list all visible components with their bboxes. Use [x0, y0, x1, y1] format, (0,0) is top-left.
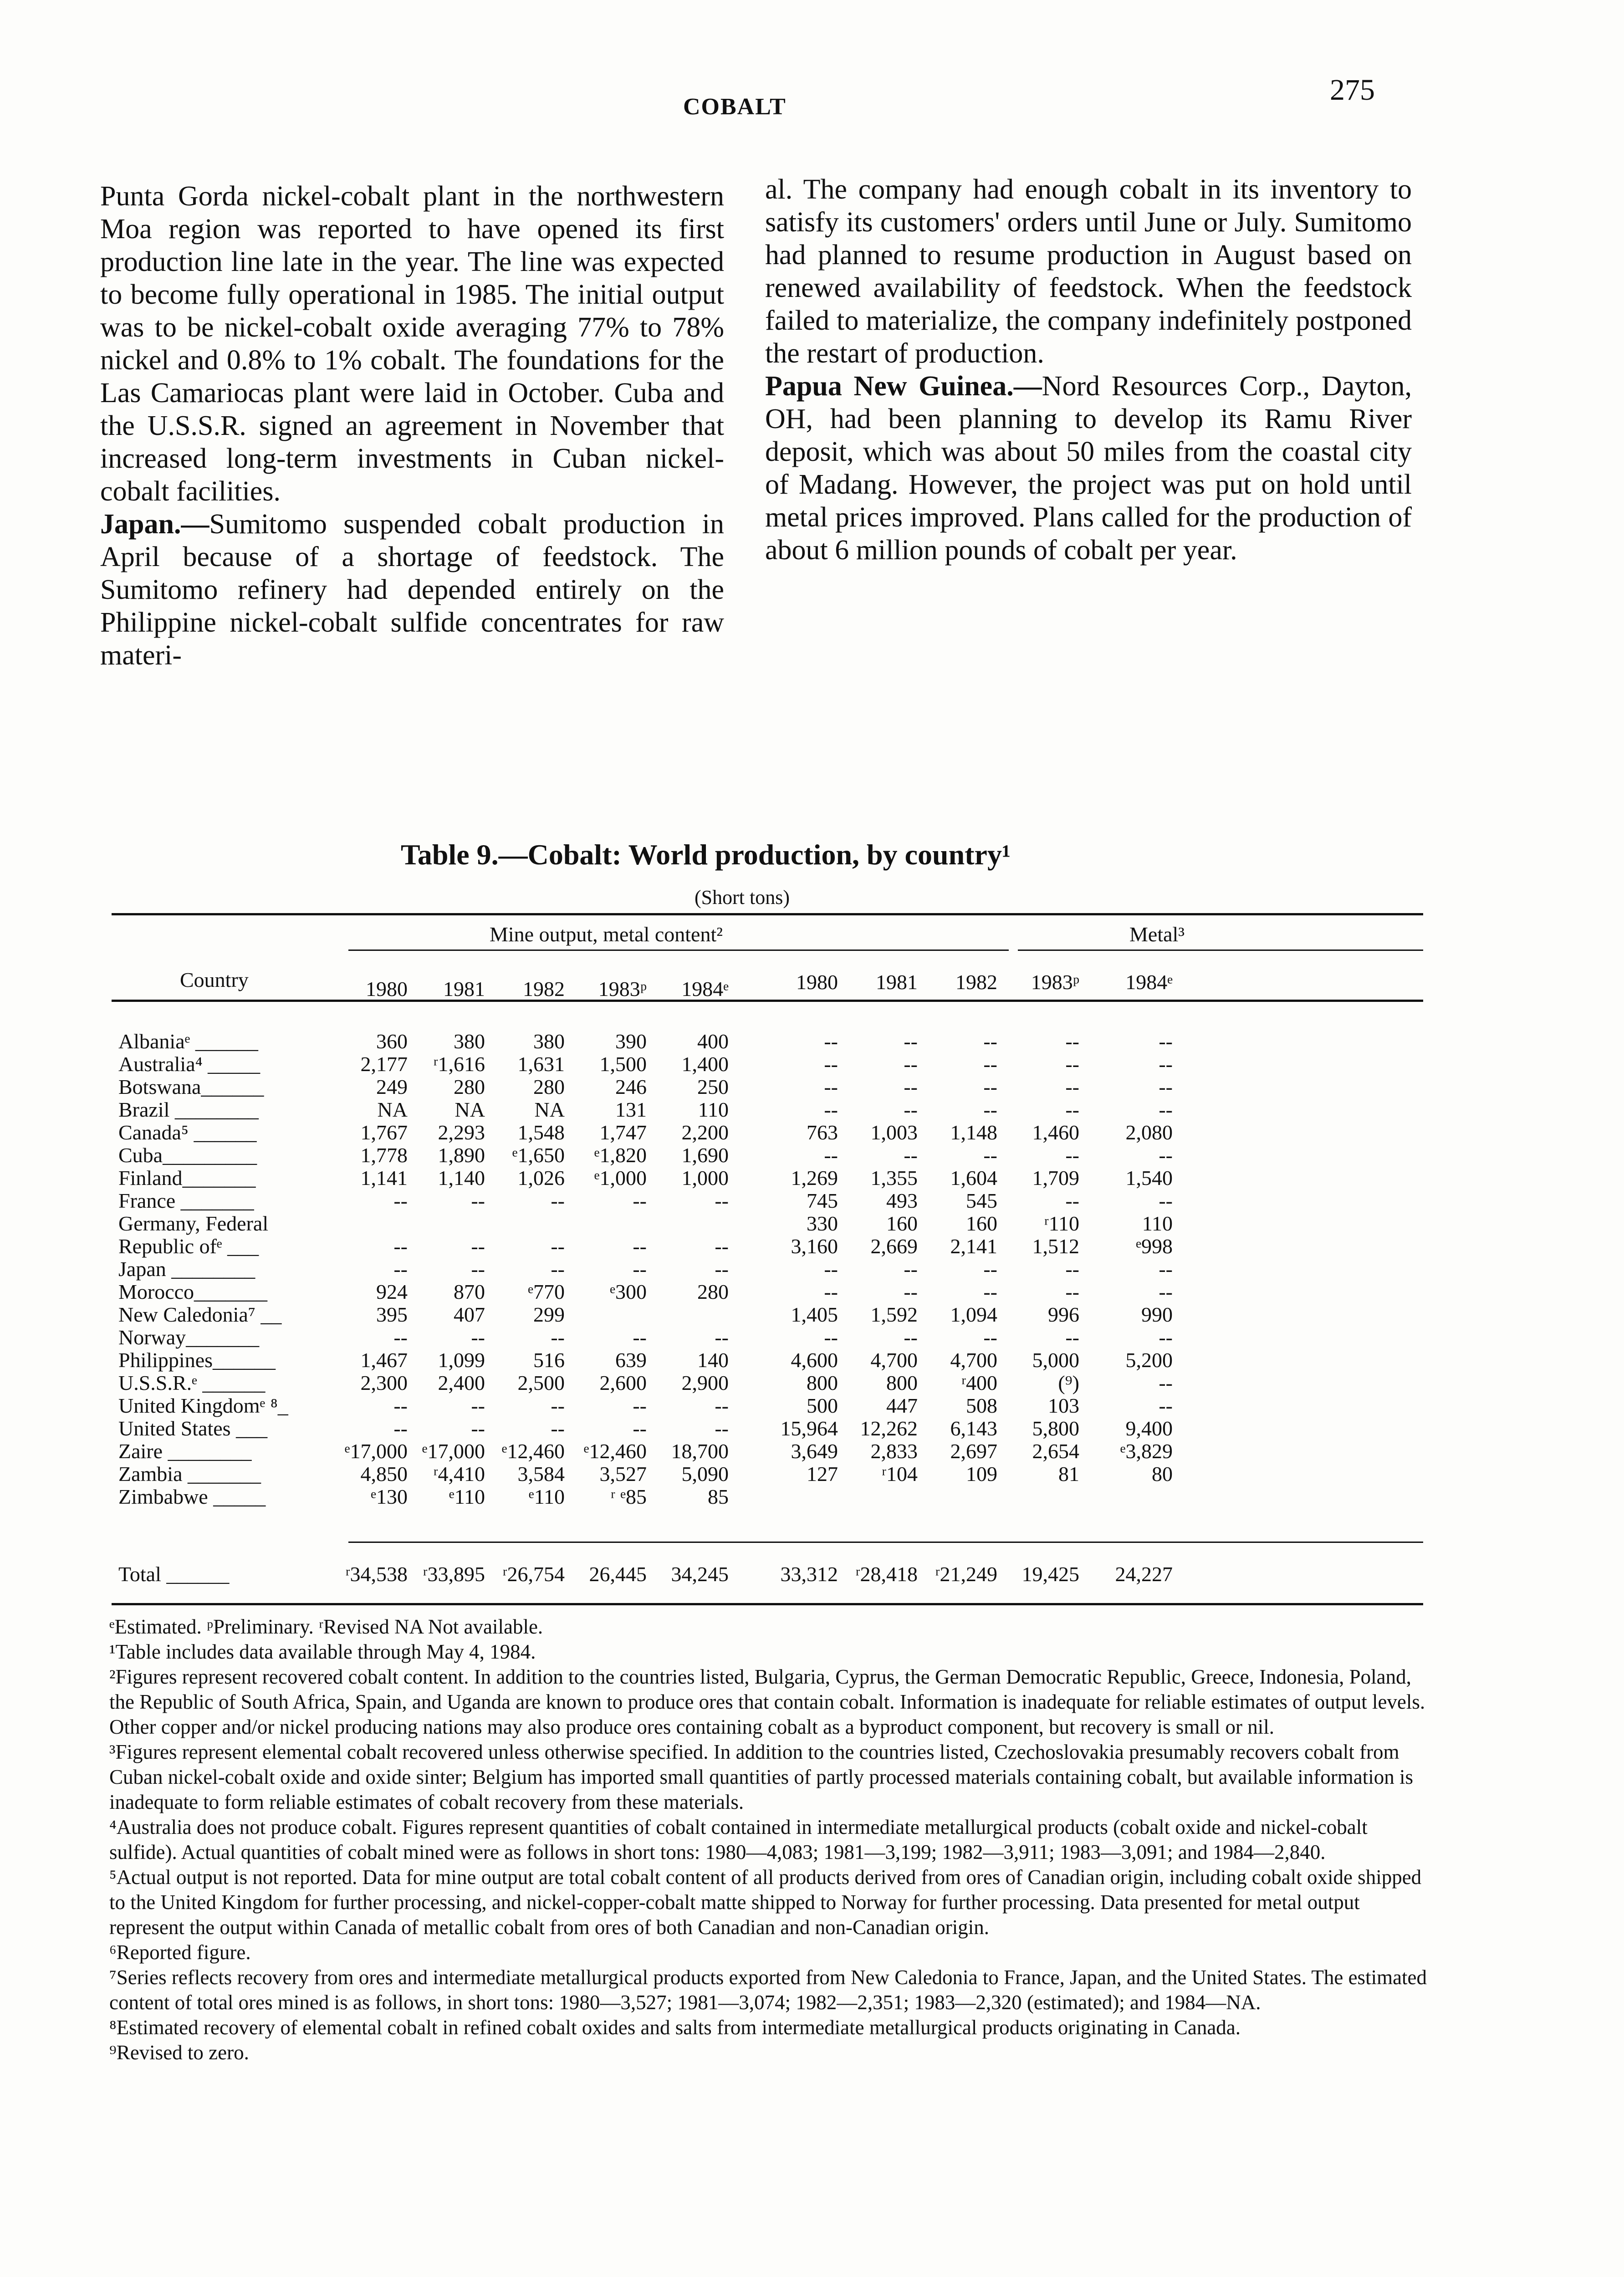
year-header: 1980 [796, 970, 838, 994]
footnote-4: ⁴Australia does not produce cobalt. Figures represent quantities of cobalt contained in intermediate metallurgical products (cobalt oxide and nickel-cobalt sulfide). Actual quantities of cobalt mined were as follows in short tons: 1980—4,083; 1981—3,199; 1982—3,911; 1983—3,091; and 1984—2,840. [109, 1816, 1368, 1863]
table-cell: -- [1159, 1371, 1173, 1394]
table-cell: 1,631 [517, 1052, 565, 1076]
table-cell: 3,649 [791, 1440, 838, 1463]
table-cell: ᵉ12,460 [583, 1440, 647, 1463]
table-cell: NA [377, 1098, 408, 1121]
running-header: COBALT [683, 94, 786, 120]
table-cell: 1,548 [517, 1121, 565, 1144]
table-cell: -- [1065, 1280, 1079, 1303]
table-cell: 110 [698, 1098, 729, 1121]
country-label: Zaire ________ [118, 1440, 252, 1463]
table-cell: 745 [807, 1189, 838, 1212]
table-cell: -- [551, 1235, 565, 1258]
table-cell: 516 [533, 1348, 565, 1372]
table-cell: 2,400 [438, 1371, 485, 1394]
table-cell: 996 [1048, 1303, 1079, 1326]
table-cell: -- [824, 1144, 838, 1167]
year-header: 1984ᵉ [681, 977, 729, 1001]
table-cell: -- [1159, 1098, 1173, 1121]
table-cell: 1,500 [599, 1052, 647, 1076]
japan-paragraph [100, 508, 724, 672]
table-cell: 2,177 [360, 1052, 408, 1076]
total-label: Total ______ [118, 1562, 230, 1586]
table-cell: 1,890 [438, 1144, 485, 1167]
table-cell: -- [393, 1189, 408, 1212]
country-label: Norway_______ [118, 1326, 260, 1349]
country-label: United States ___ [118, 1417, 268, 1440]
country-label: Morocco_______ [118, 1280, 268, 1303]
table-cell: ᵉ1,650 [512, 1144, 565, 1167]
table-cell: 1,467 [360, 1348, 408, 1372]
table-cell: 9,400 [1125, 1417, 1173, 1440]
table-cell: 249 [376, 1075, 408, 1098]
page-number: 275 [1330, 73, 1375, 107]
table-cell: -- [1159, 1257, 1173, 1281]
table-cell: 1,140 [438, 1166, 485, 1190]
production-table [112, 913, 1423, 1605]
table-cell: -- [1159, 1052, 1173, 1076]
table-cell: 3,527 [599, 1462, 647, 1486]
table-cell: 81 [1058, 1462, 1079, 1486]
table-cell: 2,833 [870, 1440, 918, 1463]
footnote-2: ²Figures represent recovered cobalt content. In addition to the countries listed, Bulgaria, Cyprus, the German Democratic Republic, Greece, Indonesia, Poland, the Republic of South Africa, Spain, and Uganda are known to produce ores that contain cobalt. Information is inadequate for reliable estimates of output levels. Other copper and/or nickel producing nations may also produce ores containing cobalt as a byproduct component, but recovery is small or nil. [109, 1665, 1425, 1738]
table-cell: -- [393, 1326, 408, 1349]
total-cell: 26,445 [589, 1562, 647, 1586]
table-cell: -- [471, 1417, 485, 1440]
table-cell: 1,460 [1032, 1121, 1079, 1144]
country-label: U.S.S.R.ᵉ ______ [118, 1371, 266, 1394]
table-cell: -- [633, 1326, 647, 1349]
right-text-column [765, 173, 1412, 567]
table-cell: ᵉ998 [1136, 1235, 1173, 1258]
table-cell: -- [904, 1144, 918, 1167]
total-cell: ʳ34,538 [345, 1562, 408, 1586]
table-cell: (⁹) [1058, 1371, 1079, 1394]
papua-heading: Papua New Guinea.— [765, 371, 1042, 402]
table-cell: 4,850 [360, 1462, 408, 1486]
total-cell: 34,245 [671, 1562, 729, 1586]
table-cell: -- [1065, 1257, 1079, 1281]
footnote-8: ⁸Estimated recovery of elemental cobalt in refined cobalt oxides and salts from intermediate metallurgical products originating in Canada. [109, 2016, 1241, 2039]
table-cell: 4,700 [950, 1348, 997, 1372]
country-label: Canada⁵ ______ [118, 1121, 257, 1144]
table-cell: 4,700 [870, 1348, 918, 1372]
country-label: New Caledonia⁷ __ [118, 1303, 282, 1326]
table-cell: -- [983, 1326, 997, 1349]
footnote-3: ³Figures represent elemental cobalt recovered unless otherwise specified. In addition to the countries listed, Czechoslovakia presumably recovers cobalt from Cuban nickel-cobalt oxide and oxide sinter; Belgium has imported small quantities of partly processed materials containing cobalt, but available information is inadequate to form reliable estimates of cobalt recovery from these materials. [109, 1741, 1414, 1813]
country-label: United Kingdomᵉ ⁸_ [118, 1394, 288, 1417]
table-cell: -- [1065, 1030, 1079, 1053]
table-cell: -- [824, 1280, 838, 1303]
table-cell: 1,099 [438, 1348, 485, 1372]
country-label: Botswana______ [118, 1075, 264, 1098]
footnote-7: ⁷Series reflects recovery from ores and intermediate metallurgical products exported from New Caledonia to France, Japan, and the United States. The estimated content of total ores mined is as follows, in short tons: 1980—3,527; 1981—3,074; 1982—2,351; 1983—2,320 (estimated); and 1984—NA. [109, 1966, 1427, 2014]
year-header: 1980 [366, 977, 408, 1001]
country-label: Albaniaᵉ ______ [118, 1030, 258, 1053]
mine-header-rule [348, 950, 1009, 951]
table-cell: -- [715, 1326, 729, 1349]
table-top-rule [112, 913, 1423, 915]
table-cell: ʳ ᵉ85 [610, 1485, 647, 1508]
country-label: Australia⁴ _____ [118, 1052, 260, 1076]
table-cell: -- [551, 1326, 565, 1349]
table-cell: 800 [886, 1371, 918, 1394]
table-cell: 400 [697, 1030, 729, 1053]
table-cell: 924 [376, 1280, 408, 1303]
table-cell: -- [1065, 1075, 1079, 1098]
table-cell: -- [393, 1235, 408, 1258]
table-cell: 280 [697, 1280, 729, 1303]
table-cell: -- [393, 1257, 408, 1281]
table-cell: 4,600 [791, 1348, 838, 1372]
table-cell: -- [1065, 1326, 1079, 1349]
table-cell: 639 [615, 1348, 647, 1372]
table-cell: 110 [1142, 1212, 1173, 1235]
table-cell: 5,000 [1032, 1348, 1079, 1372]
table-cell: ᵉ770 [528, 1280, 565, 1303]
table-cell: -- [1159, 1394, 1173, 1417]
table-cell: -- [1159, 1189, 1173, 1212]
table-cell: -- [715, 1417, 729, 1440]
footnote-9: ⁹Revised to zero. [109, 2041, 249, 2064]
year-header: 1982 [955, 970, 997, 994]
table-cell: 5,800 [1032, 1417, 1079, 1440]
table-cell: NA [534, 1098, 565, 1121]
table-cell: -- [983, 1098, 997, 1121]
table-cell: 3,160 [791, 1235, 838, 1258]
table-cell: 2,200 [681, 1121, 729, 1144]
table-cell: 1,000 [681, 1166, 729, 1190]
table-cell: -- [1065, 1144, 1079, 1167]
table-cell: 160 [886, 1212, 918, 1235]
table-cell: 1,709 [1032, 1166, 1079, 1190]
year-header: 1981 [876, 970, 918, 994]
japan-heading: Japan.— [100, 509, 209, 540]
table-cell: 140 [697, 1348, 729, 1372]
table-cell: -- [551, 1189, 565, 1212]
table-cell: 160 [966, 1212, 997, 1235]
table-cell: 1,094 [950, 1303, 997, 1326]
year-header: 1982 [523, 977, 565, 1001]
table-cell: ʳ1,616 [433, 1052, 485, 1076]
table-cell: -- [824, 1257, 838, 1281]
table-cell: 990 [1141, 1303, 1173, 1326]
total-rule [348, 1542, 1423, 1543]
table-subtitle: (Short tons) [695, 886, 790, 909]
footnote-5: ⁵Actual output is not reported. Data for mine output are total cobalt content of all products derived from ores of Canadian origin, including cobalt oxide shipped to the United Kingdom for further processing, and nickel-copper-cobalt matte shipped to Norway for further processing. Data presented for metal output represent the output within Canada of metallic cobalt from ores of both Canadian and non-Canadian origin. [109, 1866, 1422, 1939]
table-title: Table 9.—Cobalt: World production, by country¹ [401, 838, 1011, 871]
table-cell: 2,654 [1032, 1440, 1079, 1463]
country-label: Japan ________ [118, 1257, 255, 1281]
table-cell: -- [551, 1394, 565, 1417]
table-cell: -- [633, 1257, 647, 1281]
table-cell: -- [633, 1189, 647, 1212]
country-label: Germany, Federal [118, 1212, 269, 1235]
table-cell: 407 [454, 1303, 485, 1326]
table-cell: 2,141 [950, 1235, 997, 1258]
table-cell: -- [983, 1257, 997, 1281]
footnote-legend: ᵉEstimated. ᵖPreliminary. ʳRevised NA Not available. [109, 1615, 543, 1638]
table-cell: 2,300 [360, 1371, 408, 1394]
table-cell: -- [393, 1417, 408, 1440]
japan-text: Sumitomo suspended cobalt production in April because of a shortage of feedstock. The Sumitomo refinery had depended entirely on the Philippine nickel-cobalt sulfide concentrates for raw materi- [100, 509, 724, 671]
table-cell: 380 [533, 1030, 565, 1053]
table-cell: ᵉ17,000 [422, 1440, 485, 1463]
table-cell: -- [1159, 1280, 1173, 1303]
table-cell: -- [824, 1030, 838, 1053]
total-cell: 19,425 [1021, 1562, 1079, 1586]
table-cell: 545 [966, 1189, 997, 1212]
table-cell: 5,200 [1125, 1348, 1173, 1372]
table-cell: 131 [615, 1098, 647, 1121]
table-cell: 380 [454, 1030, 485, 1053]
table-cell: 500 [807, 1394, 838, 1417]
country-label: Republic ofᵉ ___ [118, 1235, 259, 1258]
country-header: Country [180, 968, 249, 991]
table-cell: 493 [886, 1189, 918, 1212]
country-label: Zambia _______ [118, 1462, 261, 1486]
table-cell: 5,090 [681, 1462, 729, 1486]
country-label: Cuba_________ [118, 1144, 257, 1167]
table-cell: 103 [1048, 1394, 1079, 1417]
table-cell: -- [824, 1326, 838, 1349]
table-cell: 800 [807, 1371, 838, 1394]
table-cell: 1,747 [599, 1121, 647, 1144]
table-cell: ᵉ3,829 [1120, 1440, 1173, 1463]
total-cell: ʳ21,249 [935, 1562, 997, 1586]
table-cell: -- [471, 1394, 485, 1417]
table-cell: 2,669 [870, 1235, 918, 1258]
table-cell: -- [1159, 1326, 1173, 1349]
papua-paragraph [765, 370, 1412, 567]
table-cell: 1,778 [360, 1144, 408, 1167]
table-cell: -- [471, 1235, 485, 1258]
year-header: 1981 [443, 977, 485, 1001]
table-cell: 85 [708, 1485, 729, 1508]
year-header: 1983ᵖ [1031, 970, 1079, 994]
country-label: Zimbabwe _____ [118, 1485, 266, 1508]
table-cell: ᵉ17,000 [344, 1440, 408, 1463]
left-text-column [100, 180, 724, 672]
table-cell: -- [633, 1235, 647, 1258]
table-cell: -- [983, 1280, 997, 1303]
total-cell: 33,312 [780, 1562, 838, 1586]
table-cell: ʳ400 [961, 1371, 997, 1394]
table-cell: ᵉ130 [371, 1485, 408, 1508]
table-cell: 1,690 [681, 1144, 729, 1167]
table-cell: 395 [376, 1303, 408, 1326]
table-cell: -- [471, 1189, 485, 1212]
total-cell: ʳ33,895 [423, 1562, 485, 1586]
table-cell: -- [1159, 1030, 1173, 1053]
table-cell: ᵉ1,000 [594, 1166, 647, 1190]
table-cell: -- [983, 1030, 997, 1053]
table-cell: -- [824, 1052, 838, 1076]
papua-text: Nord Resources Corp., Dayton, OH, had been planning to develop its Ramu River deposit, which was about 50 miles from the coastal city of Madang. However, the project was put on hold until metal prices improved. Plans called for the production of about 6 million pounds of cobalt per year. [765, 371, 1412, 566]
cuba-paragraph: Punta Gorda nickel-cobalt plant in the northwestern Moa region was reported to have opened its first production line late in the year. The line was expected to become fully operational in 1985. The initial output was to be nickel-cobalt oxide averaging 77% to 78% nickel and 0.8% to 1% cobalt. The foundations for the Las Camariocas plant were laid in October. Cuba and the U.S.S.R. signed an agreement in November that increased long-term investments in Cuban nickel-cobalt facilities. [100, 181, 724, 507]
table-cell: ʳ104 [882, 1462, 918, 1486]
table-cell: -- [1159, 1075, 1173, 1098]
table-cell: -- [904, 1098, 918, 1121]
table-cell: ᵉ1,820 [594, 1144, 647, 1167]
table-cell: -- [904, 1257, 918, 1281]
table-cell: -- [633, 1394, 647, 1417]
table-cell: 2,500 [517, 1371, 565, 1394]
table-cell: -- [1065, 1098, 1079, 1121]
mine-output-header: Mine output, metal content² [490, 923, 723, 946]
table-cell: -- [633, 1417, 647, 1440]
table-cell: 763 [807, 1121, 838, 1144]
table-cell: 2,900 [681, 1371, 729, 1394]
japan-continued-paragraph: al. The company had enough cobalt in its inventory to satisfy its customers' orders until June or July. Sumitomo had planned to resume production in August based on renewed availability of feedstock. When the feedstock failed to materialize, the company indefinitely postponed the restart of production. [765, 174, 1412, 369]
table-cell: 280 [533, 1075, 565, 1098]
table-cell: 1,141 [360, 1166, 408, 1190]
country-label: Finland_______ [118, 1166, 256, 1190]
table-cell: ʳ4,410 [433, 1462, 485, 1486]
country-label: Brazil ________ [118, 1098, 259, 1121]
year-header: 1983ᵖ [598, 977, 647, 1001]
table-cell: 1,405 [791, 1303, 838, 1326]
table-cell: -- [715, 1189, 729, 1212]
table-cell: 18,700 [671, 1440, 729, 1463]
table-cell: 299 [533, 1303, 565, 1326]
table-cell: -- [904, 1030, 918, 1053]
table-cell: 2,080 [1125, 1121, 1173, 1144]
table-cell: -- [983, 1144, 997, 1167]
table-cell: 2,697 [950, 1440, 997, 1463]
table-cell: 1,355 [870, 1166, 918, 1190]
table-cell: -- [715, 1235, 729, 1258]
table-cell: 1,592 [870, 1303, 918, 1326]
table-cell: 1,026 [517, 1166, 565, 1190]
table-cell: 1,767 [360, 1121, 408, 1144]
table-cell: -- [824, 1098, 838, 1121]
table-cell: 1,604 [950, 1166, 997, 1190]
table-cell: -- [904, 1052, 918, 1076]
table-cell: ʳ110 [1044, 1212, 1079, 1235]
table-cell: 2,293 [438, 1121, 485, 1144]
footnote-1: ¹Table includes data available through May 4, 1984. [109, 1640, 536, 1663]
table-cell: -- [904, 1280, 918, 1303]
country-label: Philippines______ [118, 1348, 276, 1372]
table-cell: 508 [966, 1394, 997, 1417]
table-cell: -- [715, 1394, 729, 1417]
table-cell: 127 [807, 1462, 838, 1486]
table-cell: ᵉ12,460 [501, 1440, 565, 1463]
table-cell: 330 [807, 1212, 838, 1235]
table-cell: 870 [454, 1280, 485, 1303]
table-cell: 1,540 [1125, 1166, 1173, 1190]
table-cell: 15,964 [780, 1417, 838, 1440]
table-cell: -- [715, 1257, 729, 1281]
table-cell: -- [551, 1417, 565, 1440]
metal-header: Metal³ [1129, 923, 1185, 946]
year-header: 1984ᵉ [1125, 970, 1173, 994]
table-bottom-rule [112, 1603, 1423, 1605]
table-cell: 2,600 [599, 1371, 647, 1394]
table-cell: -- [983, 1052, 997, 1076]
table-cell: ᵉ300 [610, 1280, 647, 1303]
table-cell: -- [551, 1257, 565, 1281]
table-cell: 3,584 [517, 1462, 565, 1486]
footnotes [109, 1614, 1430, 2065]
table-cell: 1,512 [1032, 1235, 1079, 1258]
table-cell: -- [983, 1075, 997, 1098]
table-cell: 280 [454, 1075, 485, 1098]
metal-header-rule [1018, 950, 1423, 951]
table-cell: 109 [966, 1462, 997, 1486]
table-cell: -- [1065, 1052, 1079, 1076]
table-cell: ᵉ110 [449, 1485, 485, 1508]
total-cell: ʳ28,418 [855, 1562, 918, 1586]
table-cell: 12,262 [860, 1417, 918, 1440]
table-cell: 1,400 [681, 1052, 729, 1076]
table-cell: 1,003 [870, 1121, 918, 1144]
table-cell: 1,148 [950, 1121, 997, 1144]
table-cell: 390 [615, 1030, 647, 1053]
table-header-rule [112, 1000, 1423, 1002]
table-cell: -- [393, 1394, 408, 1417]
table-cell: -- [1159, 1144, 1173, 1167]
total-cell: 24,227 [1115, 1562, 1173, 1586]
table-cell: 6,143 [950, 1417, 997, 1440]
table-cell: -- [904, 1075, 918, 1098]
country-label: France _______ [118, 1189, 254, 1212]
table-cell: 360 [376, 1030, 408, 1053]
table-cell: -- [824, 1075, 838, 1098]
table-cell: 1,269 [791, 1166, 838, 1190]
table-cell: 80 [1152, 1462, 1173, 1486]
table-cell: 250 [697, 1075, 729, 1098]
table-cell: ᵉ110 [528, 1485, 565, 1508]
total-cell: ʳ26,754 [502, 1562, 565, 1586]
table-cell: -- [1065, 1189, 1079, 1212]
table-cell: -- [471, 1326, 485, 1349]
table-cell: NA [455, 1098, 485, 1121]
table-cell: -- [471, 1257, 485, 1281]
table-cell: 246 [615, 1075, 647, 1098]
table-cell: 447 [886, 1394, 918, 1417]
footnote-6: ⁶Reported figure. [109, 1941, 251, 1964]
table-cell: -- [904, 1326, 918, 1349]
